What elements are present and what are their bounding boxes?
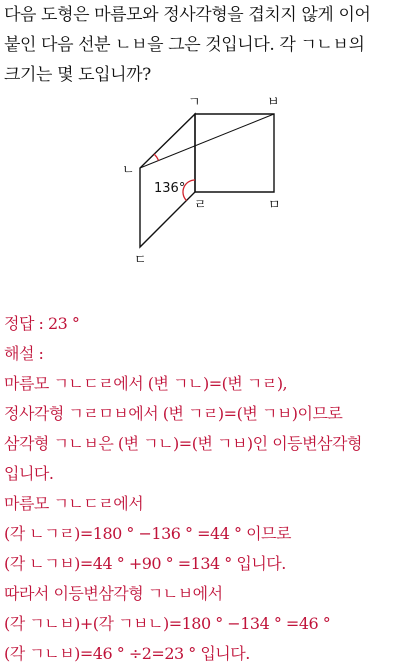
solution-line-5: 삼각형 ㄱㄴㅂ은 (변 ㄱㄴ)=(변 ㄱㅂ)인 이등변삼각형 xyxy=(4,434,362,453)
label-d: ㄷ xyxy=(134,253,147,268)
explanation-header: 해설 : xyxy=(4,344,44,363)
geometry-figure xyxy=(110,92,310,272)
label-g: ㄱ xyxy=(188,95,201,110)
solution-line-3: 마름모 ㄱㄴㄷㄹ에서 (변 ㄱㄴ)=(변 ㄱㄹ), xyxy=(4,374,288,393)
label-n: ㄴ xyxy=(122,163,135,178)
angle-label-136: 136° xyxy=(154,181,186,196)
question-line-1: 다음 도형은 마름모와 정사각형을 겹치지 않게 이어 xyxy=(4,5,371,25)
solution-line-10: 따라서 이등변삼각형 ㄱㄴㅂ에서 xyxy=(4,584,223,603)
square xyxy=(195,114,274,192)
answer-line: 정답 : 23 ° xyxy=(4,314,80,333)
label-b: ㅂ xyxy=(267,95,280,110)
question-text xyxy=(4,0,398,90)
solution-line-12: (각 ㄱㄴㅂ)=46 ° ÷2=23 ° 입니다. xyxy=(4,644,250,663)
solution-line-7: 마름모 ㄱㄴㄷㄹ에서 xyxy=(4,494,144,513)
label-m: ㅁ xyxy=(268,198,281,213)
solution-line-9: (각 ㄴㄱㅂ)=44 ° +90 ° =134 ° 입니다. xyxy=(4,554,286,573)
solution-line-11: (각 ㄱㄴㅂ)+(각 ㄱㅂㄴ)=180 ° −134 ° =46 ° xyxy=(4,614,331,633)
segment-nb xyxy=(140,114,274,168)
angle-arc-n xyxy=(154,154,159,161)
question-line-3: 크기는 몇 도입니까? xyxy=(4,65,151,85)
label-r: ㄹ xyxy=(194,198,207,213)
solution-line-6: 입니다. xyxy=(4,464,54,483)
question-line-2: 붙인 다음 선분 ㄴㅂ을 그은 것입니다. 각 ㄱㄴㅂ의 xyxy=(4,35,365,55)
solution-line-4: 정사각형 ㄱㄹㅁㅂ에서 (변 ㄱㄹ)=(변 ㄱㅂ)이므로 xyxy=(4,404,343,423)
solution-text xyxy=(4,309,400,669)
solution-line-8: (각 ㄴㄱㄹ)=180 ° −136 ° =44 ° 이므로 xyxy=(4,524,291,543)
